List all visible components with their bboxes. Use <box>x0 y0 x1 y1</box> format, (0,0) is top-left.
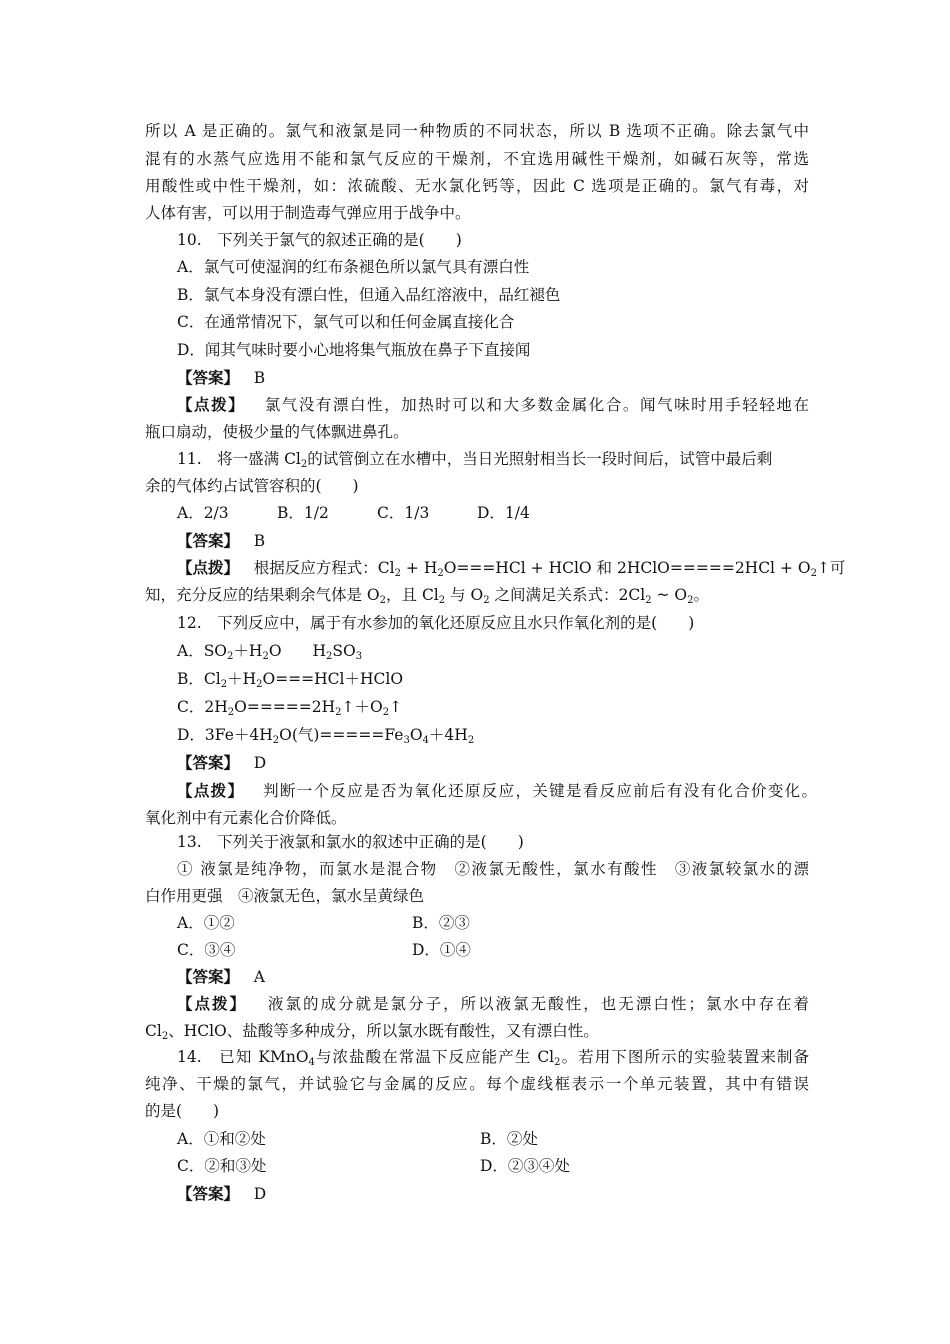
q14-option-b: B．②处 <box>480 1130 538 1148</box>
q14-stem-part: 与浓盐酸在常温下反应能产生 Cl <box>314 1048 555 1066</box>
subscript: 2 <box>256 679 263 690</box>
q11-hint-line-1 <box>177 558 845 578</box>
q12-hint-line-1 <box>177 781 817 801</box>
option-text: O <box>409 726 423 744</box>
option-text: C．2H <box>177 698 228 716</box>
q11-option-b: B．1/2 <box>277 504 329 522</box>
option-text: ↑ <box>389 698 403 716</box>
q10-answer <box>177 368 265 388</box>
q13-stem: 13. 下列关于液氯和氯水的叙述中正确的是( ) <box>177 833 524 851</box>
subscript: 2 <box>394 568 401 579</box>
hint-label: 【点拨】 <box>177 994 248 1013</box>
q10-option-d: D．闻其气味时要小心地将集气瓶放在鼻子下直接闻 <box>177 341 531 359</box>
q14-option-c: C．②和③处 <box>177 1157 267 1175</box>
hint-text: 与 O <box>445 586 484 604</box>
q12-option-d <box>177 725 474 745</box>
q13-option-a: A．①② <box>177 914 235 932</box>
q12-option-b <box>177 669 403 689</box>
option-text: ＋H <box>233 642 263 660</box>
q13-statements-line-1: ① 液氯是纯净物，而氯水是混合物 ②液氯无酸性，氯水有酸性 ③液氯较氯水的漂 <box>177 860 809 878</box>
q12-answer <box>177 753 266 773</box>
q10-option-a: A．氯气可使湿润的红布条褪色所以氯气具有漂白性 <box>177 258 530 276</box>
hint-label: 【点拨】 <box>177 781 245 800</box>
option-text: O H <box>268 642 327 660</box>
answer-label: 【答案】 <box>177 753 240 772</box>
hint-text: ↑可 <box>816 559 846 577</box>
q11-option-a: A．2/3 <box>177 504 229 522</box>
option-text: O(气)=====Fe <box>279 726 404 744</box>
q11-stem-part: 11. 将一盛满 Cl <box>177 450 301 468</box>
q13-option-c: C．③④ <box>177 941 236 959</box>
subscript: 2 <box>300 459 308 470</box>
hint-text: O===HCl + HClO 和 2HClO=====2HCl + O <box>443 559 811 577</box>
option-text: D．3Fe＋4H <box>177 726 273 744</box>
answer-label: 【答案】 <box>177 368 240 387</box>
subscript: 2 <box>326 651 333 662</box>
q10-hint-line-2: 瓶口扇动，使极少量的气体飘进鼻孔。 <box>145 423 409 441</box>
hint-text: 氯气没有漂白性，加热时可以和大多数金属化合。闻气味时用手轻轻地在 <box>264 396 809 414</box>
q13-hint-line-2 <box>145 1021 599 1041</box>
subscript: 4 <box>422 735 429 746</box>
subscript: 2 <box>437 568 444 579</box>
option-text: B．Cl <box>177 670 221 688</box>
subscript: 2 <box>227 651 234 662</box>
hint-text: 液氯的成分就是氯分子，所以液氯无酸性，也无漂白性；氯水中存在着 <box>267 995 809 1013</box>
q11-stem <box>177 449 772 469</box>
intro-line-4: 人体有害，可以用于制造毒气弹应用于战争中。 <box>145 204 471 222</box>
subscript: 3 <box>355 651 363 662</box>
option-text: ＋H <box>227 670 257 688</box>
answer-label: 【答案】 <box>177 531 240 550</box>
q12-option-a <box>177 641 362 661</box>
q14-option-a: A．①和②处 <box>177 1130 266 1148</box>
subscript: 2 <box>554 1057 561 1068</box>
q14-stem-line-3: 的是( ) <box>145 1102 220 1120</box>
subscript: 4 <box>308 1057 315 1068</box>
hint-text: ，且 Cl <box>386 586 439 604</box>
hint-text: + H <box>401 559 438 577</box>
hint-text: 。 <box>693 586 710 604</box>
subscript: 2 <box>335 707 342 718</box>
q14-stem-part: 。若用下图所示的实验装置来制备 <box>560 1048 809 1066</box>
q14-stem <box>177 1047 809 1067</box>
q10-hint-line-1 <box>177 395 809 415</box>
q11-stem-part: 的试管倒立在水槽中，当日光照射相当长一段时间后，试管中最后剩 <box>307 450 773 468</box>
hint-label: 【点拨】 <box>177 558 240 577</box>
option-text: ↑＋O <box>341 698 383 716</box>
option-text: O===HCl＋HClO <box>262 670 404 688</box>
q14-stem-line-2: 纯净、干燥的氯气，并试验它与金属的反应。每个虚线框表示一个单元装置，其中有错误 <box>145 1075 809 1093</box>
answer-label: 【答案】 <box>177 1184 240 1203</box>
subscript: 2 <box>227 707 235 718</box>
hint-text: ~ O <box>651 586 688 604</box>
answer-value: B <box>253 369 266 387</box>
subscript: 2 <box>220 679 228 690</box>
answer-value: A <box>253 968 265 986</box>
hint-text: 根据反应方程式：Cl <box>253 559 395 577</box>
q14-stem-part: 14. 已知 KMnO <box>177 1048 309 1066</box>
subscript: 2 <box>810 568 817 579</box>
subscript: 2 <box>262 651 269 662</box>
q14-answer <box>177 1184 266 1204</box>
subscript: 2 <box>645 595 652 606</box>
q12-stem: 12. 下列反应中，属于有水参加的氧化还原反应且水只作氧化剂的是( ) <box>177 614 695 632</box>
subscript: 2 <box>379 595 387 606</box>
q13-answer <box>177 967 265 987</box>
subscript: 2 <box>272 735 280 746</box>
answer-value: B <box>253 532 266 550</box>
subscript: 2 <box>161 1031 169 1042</box>
hint-text: Cl <box>145 1022 162 1040</box>
q13-option-b: B．②③ <box>412 914 470 932</box>
q10-option-b: B．氯气本身没有漂白性，但通入品红溶液中，品红褪色 <box>177 286 561 304</box>
subscript: 2 <box>467 735 475 746</box>
subscript: 2 <box>687 595 694 606</box>
q11-answer <box>177 531 265 551</box>
intro-line-3: 用酸性或中性干燥剂，如：浓硫酸、无水氯化钙等，因此 C 选项是正确的。氯气有毒，对 <box>145 177 809 195</box>
q12-hint-line-2: 氧化剂中有元素化合价降低。 <box>145 809 347 827</box>
q11-option-c: C．1/3 <box>377 504 430 522</box>
q11-option-d: D．1/4 <box>477 504 530 522</box>
intro-line-1: 所以 A 是正确的。氯气和液氯是同一种物质的不同状态，所以 B 选项不正确。除去氯气中 <box>145 122 809 140</box>
q10-stem: 10. 下列关于氯气的叙述正确的是( ) <box>177 231 462 249</box>
subscript: 2 <box>483 595 490 606</box>
q12-option-c <box>177 697 402 717</box>
hint-text: 、HClO、盐酸等多种成分，所以氯水既有酸性，又有漂白性。 <box>168 1022 599 1040</box>
q13-option-d: D．①④ <box>412 941 471 959</box>
option-text: O=====2H <box>234 698 336 716</box>
intro-line-2: 混有的水蒸气应选用不能和氯气反应的干燥剂，不宜选用碱性干燥剂，如碱石灰等，常选 <box>145 150 809 168</box>
q13-hint-line-1 <box>177 994 809 1014</box>
hint-text: 知，充分反应的结果剩余气体是 O <box>145 586 380 604</box>
q10-option-c: C．在通常情况下，氯气可以和任何金属直接化合 <box>177 313 515 331</box>
hint-text: 之间满足关系式：2Cl <box>489 586 646 604</box>
answer-label: 【答案】 <box>177 967 240 986</box>
q13-statements-line-2: 白作用更强 ④液氯无色，氯水呈黄绿色 <box>145 887 425 905</box>
hint-text: 判断一个反应是否为氧化还原反应，关键是看反应前后有没有化合价变化。 <box>263 782 817 800</box>
option-text: SO <box>332 642 356 660</box>
q11-stem-line-2: 余的气体约占试管容积的( ) <box>145 477 359 495</box>
option-text: ＋4H <box>428 726 468 744</box>
subscript: 3 <box>403 735 410 746</box>
answer-value: D <box>253 1185 267 1203</box>
q11-hint-line-2 <box>145 585 709 605</box>
subscript: 2 <box>382 707 390 718</box>
option-text: A．SO <box>177 642 228 660</box>
q14-option-d: D．②③④处 <box>480 1157 570 1175</box>
hint-label: 【点拨】 <box>177 395 246 414</box>
subscript: 2 <box>438 595 446 606</box>
answer-value: D <box>253 754 267 772</box>
